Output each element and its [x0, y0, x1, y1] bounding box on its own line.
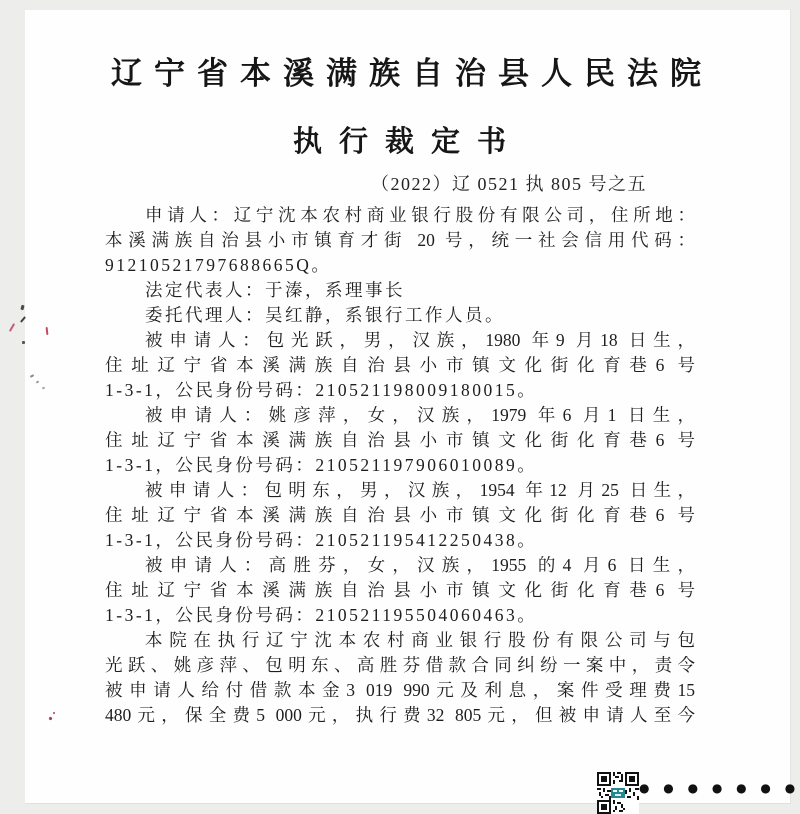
qr-code-icon	[597, 772, 639, 814]
body-line: 被申请人给付借款本金3 019 990元及利息，案件受理费15	[105, 680, 695, 700]
case-number: （2022）辽 0521 执 805 号之五	[371, 174, 647, 194]
body-line: 被申请人：包明东，男，汉族，1954 年12 月25 日生，	[145, 480, 695, 500]
body-line: 住址辽宁省本溪满族自治县小市镇文化街化育巷6 号	[105, 580, 695, 600]
body-line: 委托代理人：吴红静，系银行工作人员。	[145, 305, 505, 325]
court-name-heading: 辽宁省本溪满族自治县人民法院	[111, 56, 713, 91]
body-line: 480元，保全费5 000元，执行费32 805元，但被申请人至今	[105, 705, 695, 725]
body-line: 法定代表人：于溱，系理事长	[145, 280, 405, 300]
body-line: 被申请人：姚彦萍，女，汉族，1979 年6 月1 日生，	[145, 405, 695, 425]
body-line: 本院在执行辽宁沈本农村商业银行股份有限公司与包	[145, 630, 695, 650]
document-title: 执行裁定书	[292, 126, 523, 158]
scan-speckle-red	[53, 712, 55, 714]
scan-speckle-red	[9, 323, 15, 332]
document-content	[105, 10, 713, 728]
scan-speckle	[22, 341, 25, 344]
body-line: 住址辽宁省本溪满族自治县小市镇文化街化育巷6 号	[105, 355, 695, 375]
body-line: 91210521797688665Q。	[105, 255, 332, 275]
body-line: 1-3-1，公民身份号码：210521195504060463。	[105, 605, 538, 625]
body-line: 光跃、姚彦萍、包明东、高胜芬借款合同纠纷一案中，责令	[105, 655, 695, 675]
scan-speckle	[20, 305, 24, 311]
body-line: 1-3-1，公民身份号码：210521198009180015。	[105, 380, 538, 400]
body-line: 申请人：辽宁沈本农村商业银行股份有限公司，住所地：	[145, 205, 695, 225]
document-page	[25, 10, 796, 804]
body-line: 被申请人：高胜芬，女，汉族，1955 的4 月6 日生，	[145, 555, 695, 575]
body-line: 被申请人：包光跃，男，汉族，1980 年9 月18 日生，	[145, 330, 695, 350]
body-line: 1-3-1，公民身份号码：210521197906010089。	[105, 455, 538, 475]
body-line: 本溪满族自治县小市镇育才街 20 号，统一社会信用代码：	[105, 230, 695, 250]
body-line: 1-3-1，公民身份号码：210521195412250438。	[105, 530, 538, 550]
body-line: 住址辽宁省本溪满族自治县小市镇文化街化育巷6 号	[105, 430, 695, 450]
ellipsis-dots: ● ● ● ● ● ● ●	[639, 781, 796, 795]
body-line: 住址辽宁省本溪满族自治县小市镇文化街化育巷6 号	[105, 505, 695, 525]
document-body	[105, 203, 695, 728]
